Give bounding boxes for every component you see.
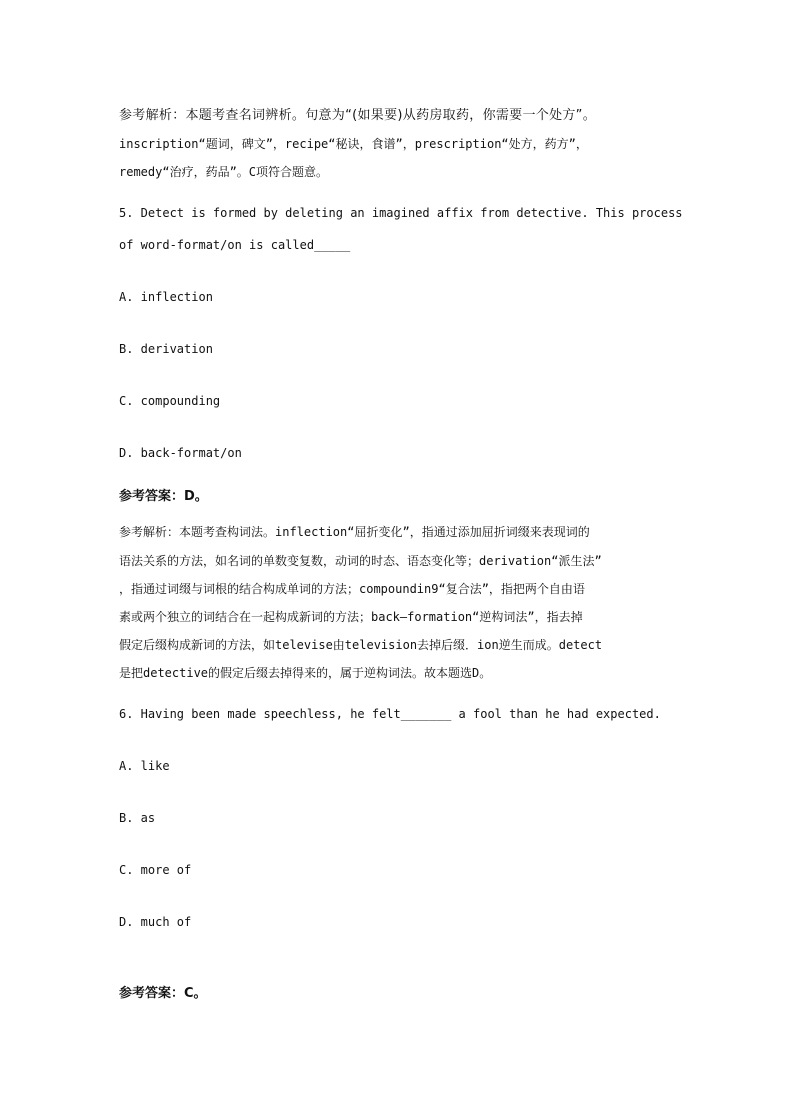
option-a: A. inflection — [119, 290, 213, 304]
option-c: C. more of — [119, 863, 192, 877]
analysis-line: ，指通过词缀与词根的结合构成单词的方法；compoundin9“复合法”，指把两个自由语 — [119, 582, 585, 596]
question-stem: of word-format/on is called_____ — [119, 238, 351, 252]
analysis-line: 假定后缀构成新词的方法，如televise由television去掉后缀．ion逆生而成。detect — [119, 638, 603, 652]
analysis-line: 语法关系的方法，如名词的单数变复数，动词的时态、语态变化等；derivation“派生法” — [119, 554, 602, 568]
reference-answer: 参考答案：C。 — [119, 986, 207, 1001]
option-b: B. derivation — [119, 342, 213, 356]
option-b: B. as — [119, 811, 156, 825]
analysis-line: 是把detective的假定后缀去掉得来的，属于逆构词法。故本题选D。 — [119, 666, 492, 680]
question-stem: 5. Detect is formed by deleting an imagined affix from detective. This process — [119, 206, 683, 220]
analysis-line: 参考解析：本题考查构词法。inflection“屈折变化”，指通过添加屈折词缀来表现词的 — [119, 525, 590, 539]
analysis-line: inscription“题词，碑文”，recipe“秘诀，食谱”，prescription“处方，药方”， — [119, 137, 588, 151]
reference-answer: 参考答案：D。 — [119, 489, 208, 504]
option-c: C. compounding — [119, 394, 221, 408]
option-d: D. back-format/on — [119, 446, 242, 460]
option-d: D. much of — [119, 915, 192, 929]
question-stem: 6. Having been made speechless, he felt_______ a fool than he had expected. — [119, 707, 661, 721]
analysis-line: 参考解析：本题考查名词辨析。句意为“(如果要)从药房取药，你需要一个处方”。 — [119, 108, 597, 123]
analysis-line: remedy“治疗，药品”。C项符合题意。 — [119, 165, 329, 179]
option-a: A. like — [119, 759, 170, 773]
analysis-line: 素或两个独立的词结合在一起构成新词的方法；back—formation“逆构词法”，指去掉 — [119, 610, 583, 624]
